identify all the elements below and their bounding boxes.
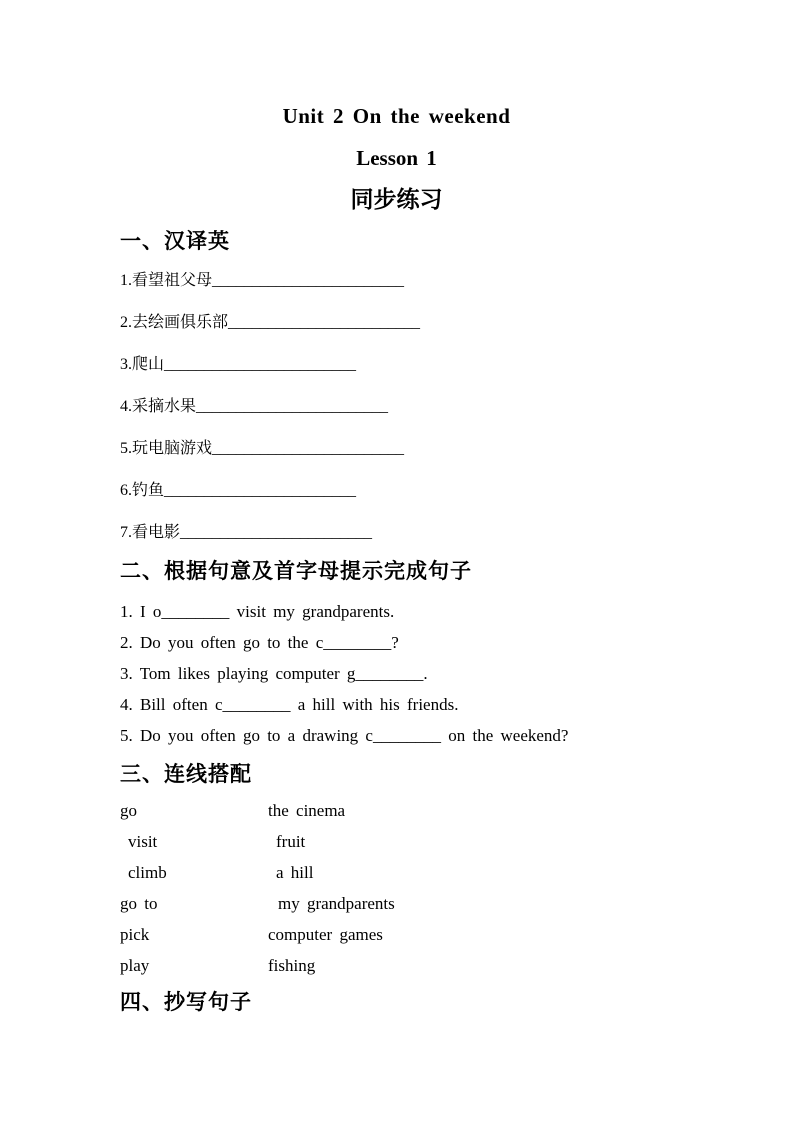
- matching-row: [120, 864, 733, 881]
- match-left-term: go: [120, 801, 137, 820]
- translation-item-label: 2.去绘画俱乐部: [120, 314, 229, 331]
- answer-blank: ________________________: [228, 314, 421, 331]
- matching-row: [120, 926, 733, 943]
- unit-title: Unit 2 On the weekend: [282, 104, 511, 128]
- translation-item: [120, 314, 733, 331]
- translation-item-label: 6.钓鱼: [120, 482, 165, 499]
- translation-item-label: 7.看电影: [120, 524, 181, 541]
- translation-item-label: 5.玩电脑游戏: [120, 440, 213, 457]
- translation-item-label: 4.采摘水果: [120, 398, 197, 415]
- answer-blank: ________________________: [164, 356, 357, 373]
- match-right-term: my grandparents: [278, 894, 395, 913]
- match-left-term: climb: [128, 863, 167, 882]
- match-right-term: a hill: [276, 863, 314, 882]
- practice-subtitle: 同步练习: [350, 186, 443, 212]
- translation-list: [120, 272, 733, 541]
- worksheet-content: [120, 230, 733, 1014]
- matching-list: [120, 802, 733, 974]
- match-right-term: fruit: [276, 832, 306, 851]
- matching-row: [120, 895, 733, 912]
- answer-blank: ________________________: [164, 482, 357, 499]
- translation-item: [120, 356, 733, 373]
- matching-row: [120, 957, 733, 974]
- fill-blank-item: 1. I o________ visit my grandparents.: [120, 602, 395, 621]
- match-right-term: the cinema: [268, 801, 346, 820]
- matching-row: [120, 802, 733, 819]
- answer-blank: ________________________: [196, 398, 389, 415]
- translation-item: [120, 524, 733, 541]
- match-left-term: go to: [120, 894, 158, 913]
- lesson-title: Lesson 1: [356, 146, 437, 170]
- fill-blank-item: 3. Tom likes playing computer g________.: [120, 664, 428, 683]
- section-4-heading: 四、抄写句子: [120, 991, 252, 1014]
- section-1-heading: 一、汉译英: [120, 230, 230, 253]
- fill-blank-item: 4. Bill often c________ a hill with his friends.: [120, 695, 459, 714]
- translation-item: [120, 272, 733, 289]
- answer-blank: ________________________: [180, 524, 373, 541]
- fill-blank-item: 5. Do you often go to a drawing c________ on the weekend?: [120, 726, 569, 745]
- fill-blank-list: [120, 603, 733, 745]
- fill-blank-item: 2. Do you often go to the c________?: [120, 633, 399, 652]
- translation-item-label: 1.看望祖父母: [120, 272, 213, 289]
- translation-item: [120, 482, 733, 499]
- match-left-term: visit: [128, 832, 158, 851]
- match-right-term: fishing: [268, 956, 316, 975]
- section-2-heading: 二、根据句意及首字母提示完成句子: [120, 560, 472, 583]
- match-right-term: computer games: [268, 925, 383, 944]
- answer-blank: ________________________: [212, 440, 405, 457]
- translation-item: [120, 398, 733, 415]
- answer-blank: ________________________: [212, 272, 405, 289]
- section-3-heading: 三、连线搭配: [120, 763, 252, 786]
- translation-item: [120, 440, 733, 457]
- translation-item-label: 3.爬山: [120, 356, 165, 373]
- match-left-term: play: [120, 956, 150, 975]
- matching-row: [120, 833, 733, 850]
- match-left-term: pick: [120, 925, 150, 944]
